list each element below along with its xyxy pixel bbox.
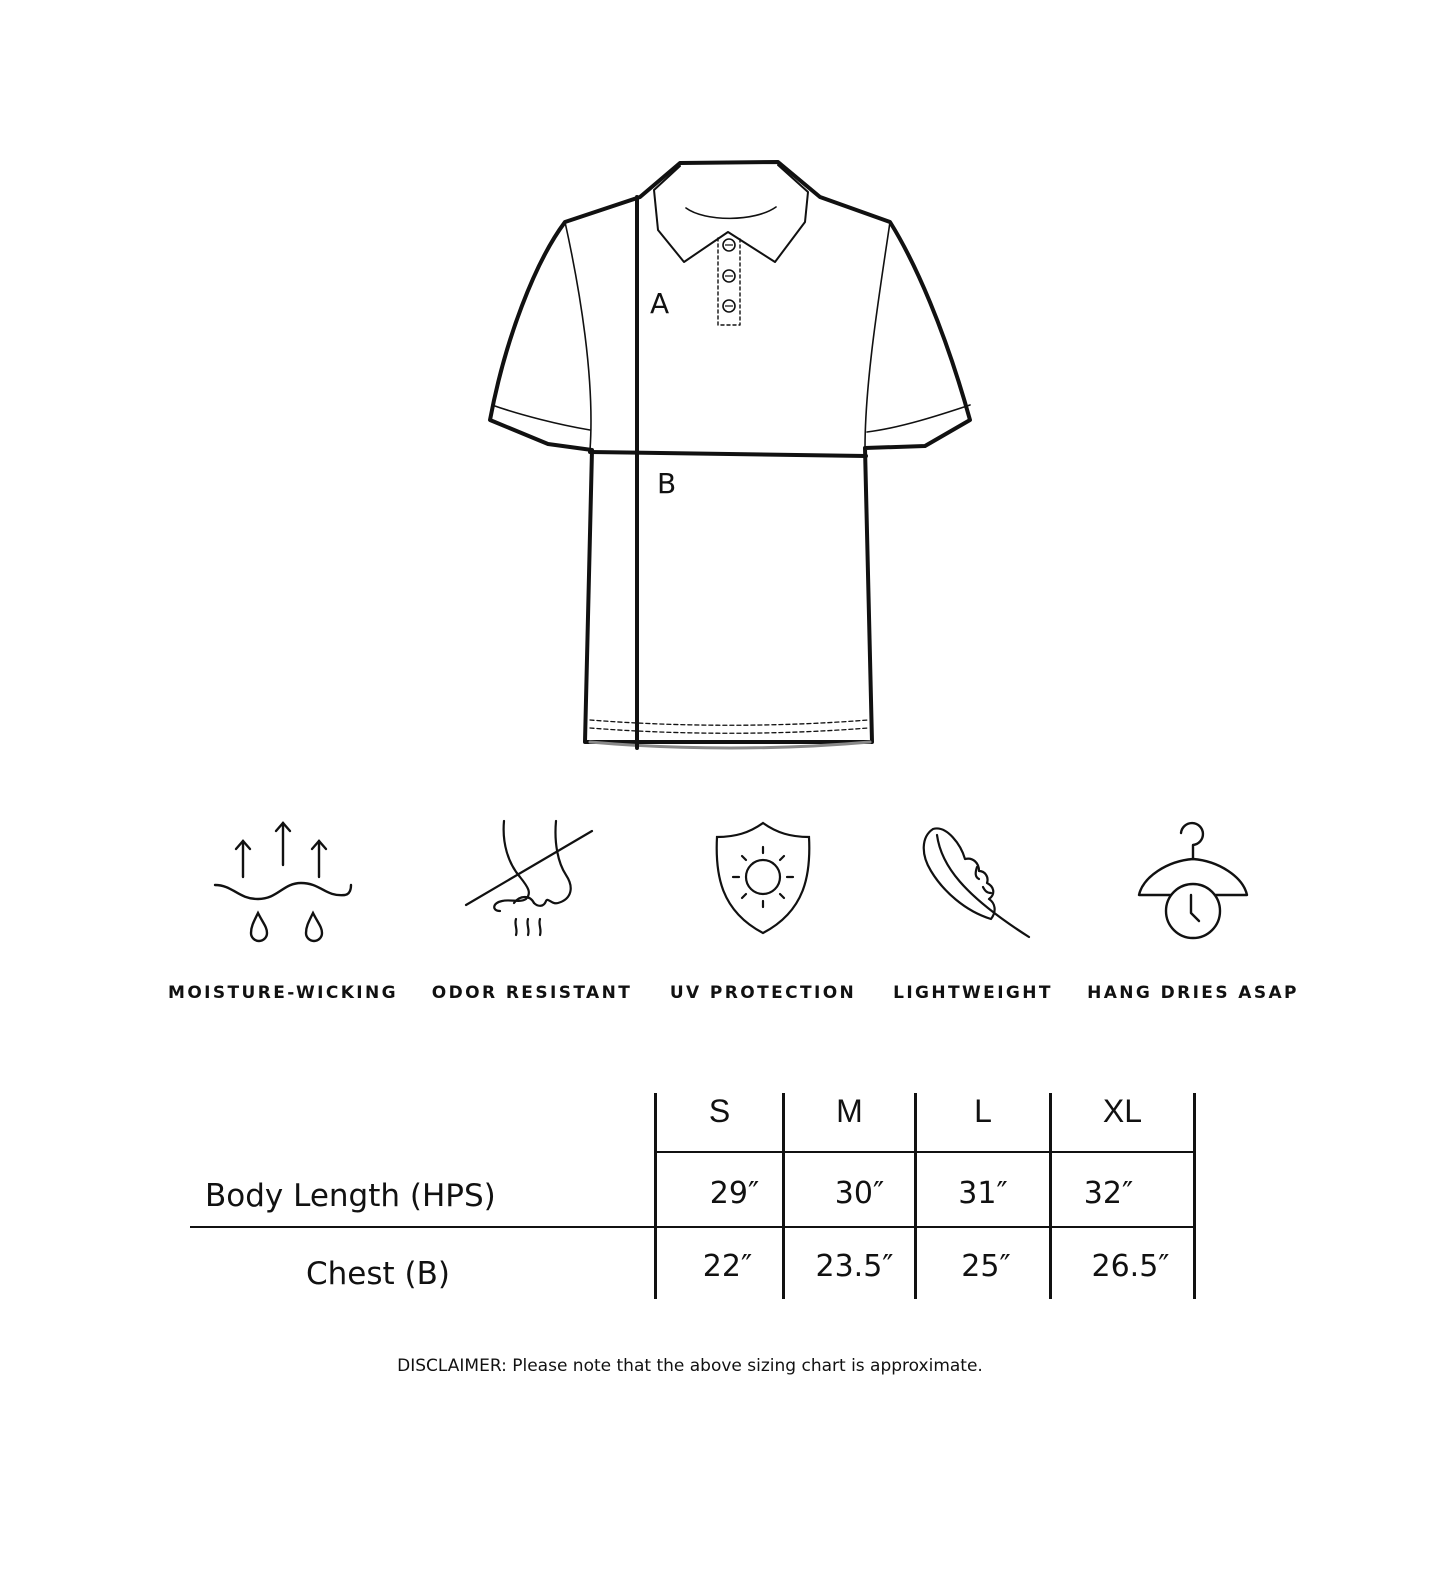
size-header-l: L: [974, 1093, 992, 1129]
size-header-xl: XL: [1102, 1093, 1143, 1129]
polo-shirt-diagram: [470, 150, 990, 760]
table-cell: 32″: [1083, 1176, 1134, 1211]
hanger-clock-icon: [1123, 815, 1263, 950]
size-header-s: S: [708, 1093, 731, 1129]
feature-hang-dries-asap: [1063, 815, 1323, 1015]
feature-moisture-wicking: [153, 815, 413, 1015]
table-cell: 23.5″: [815, 1249, 894, 1284]
measurement-label-a: A: [650, 287, 670, 320]
row-label-body-length: Body Length (HPS): [205, 1178, 496, 1214]
uv-protection-icon: [693, 815, 833, 950]
feature-label: MOISTURE-WICKING: [168, 983, 398, 1003]
measurement-line-b: [590, 452, 866, 456]
feature-label: UV PROTECTION: [669, 983, 857, 1003]
table-cell: 26.5″: [1091, 1249, 1170, 1284]
feature-label: LIGHTWEIGHT: [893, 983, 1053, 1003]
feature-label: ODOR RESISTANT: [431, 983, 633, 1003]
measurement-label-b: B: [657, 467, 677, 500]
table-cell: 29″: [709, 1176, 760, 1211]
feather-icon: [903, 815, 1043, 950]
table-cell: 31″: [958, 1176, 1008, 1211]
feature-odor-resistant: [402, 815, 662, 1015]
feature-label: HANG DRIES ASAP: [1087, 983, 1299, 1003]
moisture-wicking-icon: [213, 815, 353, 950]
odor-resistant-icon: [462, 815, 602, 950]
table-cell: 25″: [961, 1249, 1011, 1284]
table-cell: 22″: [702, 1249, 753, 1284]
size-header-m: M: [836, 1093, 863, 1129]
row-label-chest: Chest (B): [306, 1256, 450, 1292]
table-cell: 30″: [834, 1176, 885, 1211]
disclaimer: DISCLAIMER: Please note that the above sizing chart is approximate.: [397, 1356, 983, 1376]
